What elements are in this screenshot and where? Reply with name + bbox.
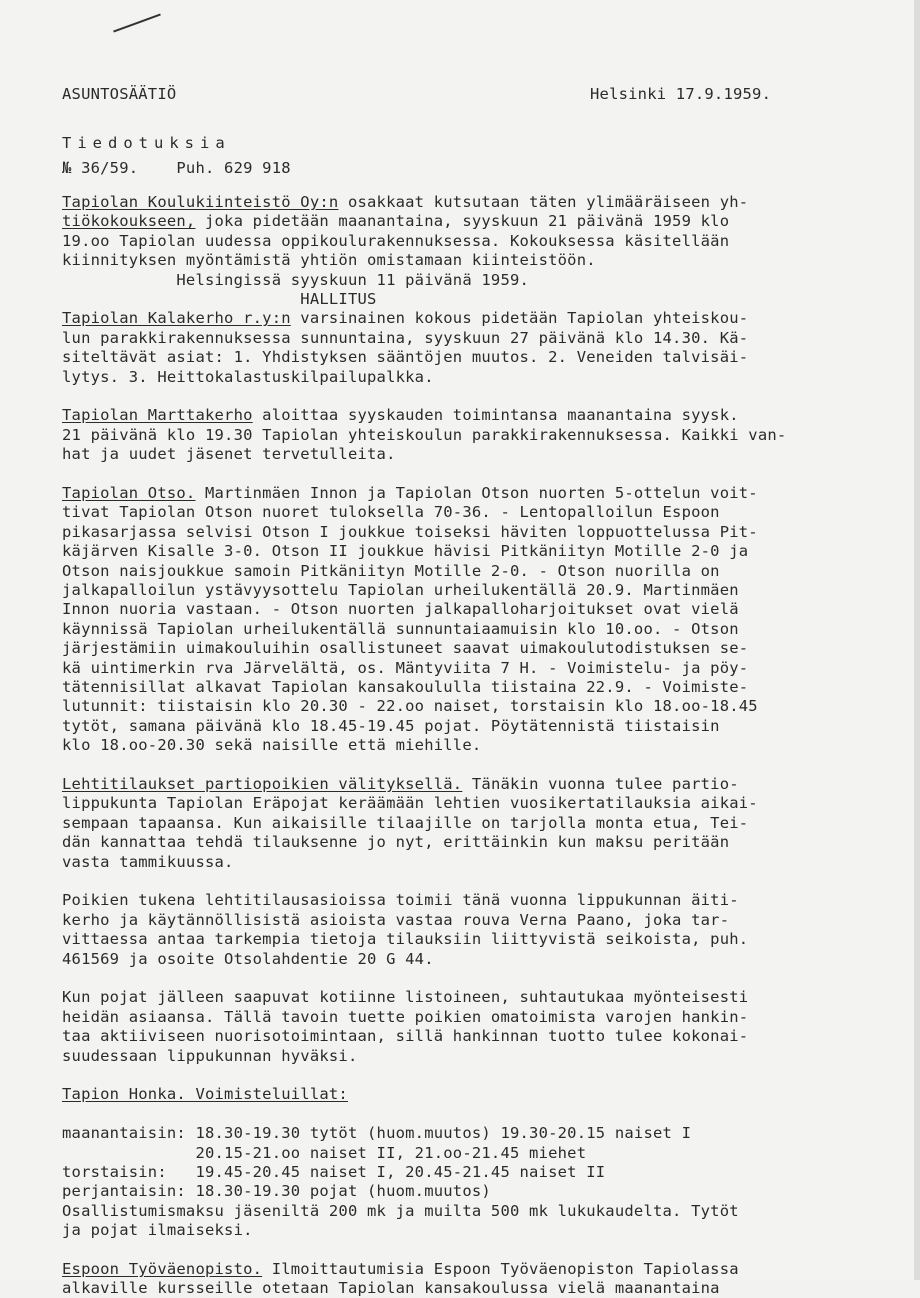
org-name: ASUNTOSÄÄTIÖ [62,85,177,103]
text-line [62,775,739,794]
underlined-heading: Tapiolan Kalakerho r.y:n [62,309,291,328]
text-line [62,620,739,639]
underlined-heading: Lehtitilaukset partiopoikien välityksellä. [62,775,463,793]
line-text: suudessaan lippukunnan hyväksi. [62,1046,358,1065]
line-text: varsinainen kokous pidetään Tapiolan yhteiskou- [290,309,749,328]
line-text: lippukunta Tapiolan Eräpojat keräämään lehtien vuosikertatilauksia aikai- [62,794,758,813]
line-text: 21 päivänä klo 19.30 Tapiolan yhteiskoulun parakkirakennuksessa. Kaikki van- [62,425,787,444]
text-line [62,1260,739,1279]
text-line [62,523,758,542]
text-line [62,251,596,270]
underlined-heading: Espoon Työväenopisto. [62,1260,263,1278]
text-line [62,697,758,716]
line-text: käjärven Kisalle 3-0. Otson II joukkue hävisi Pitkäniityn Motille 2-0 ja [62,542,749,561]
paper-edge [914,0,920,1280]
text-line [62,1163,605,1182]
line-text: jalkapalloilun ystävyysottelu Tapiolan urheilukentällä 20.9. Martinmäen [62,581,739,599]
line-text: pikasarjassa selvisi Otson I joukkue toiseksi häviten loppuottelussa Pit- [62,522,758,541]
line-text: hat ja uudet jäsenet tervetulleita. [62,445,396,464]
line-text: kerho ja käytännöllisistä asioista vastaa rouva Verna Paano, joka tar- [62,910,730,929]
line-text: 20.15-21.oo naiset II, 21.oo-21.45 miehet [62,1143,587,1162]
text-line [62,1182,491,1201]
line-text: kiinnityksen myöntämistä yhtiön omistamaan kiinteistöön. [62,251,596,270]
line-text: käynnissä Tapiolan urheilukentällä sunnuntaiaamuisin klo 10.oo. - Otson [62,619,739,638]
underlined-heading: Tapiolan Koulukiinteistö Oy:n [62,193,339,211]
line-text: Poikien tukena lehtitilausasioissa toimii tänä vuonna lippukunnan äiti- [62,891,739,910]
line-text: joka pidetään maanantaina, syyskuun 21 päivänä 1959 klo [195,212,730,231]
line-text: Ilmoittautumisia Espoon Työväenopiston Tapiolassa [262,1260,739,1278]
text-line [62,833,729,852]
line-text: järjestämiin uimakouluihin osallistuneet saavat uimakoulutodistuksen se- [62,639,749,658]
line-text: perjantaisin: 18.30-19.30 pojat (huom.muutos) [62,1182,491,1201]
text-line [62,329,748,348]
pen-mark [113,14,161,33]
text-line [62,1008,748,1027]
underlined-heading: Tapiolan Marttakerho [62,406,253,425]
text-line [62,794,758,813]
text-line [62,581,739,600]
text-line [62,193,748,212]
text-line [62,1202,739,1221]
line-text: vittaessa antaa tarkempia tietoja tilauksiin liittyvistä seikoista, puh. [62,930,749,949]
line-text: Helsingissä syyskuun 11 päivänä 1959. [62,270,530,289]
line-text: ja pojat ilmaiseksi. [62,1221,253,1240]
line-text: alkaville kursseille otetaan Tapiolan kansakoulussa vielä maanantaina [62,1279,720,1298]
text-line [62,814,748,833]
line-text: lytys. 3. Heittokalastuskilpailupalkka. [62,367,434,386]
line-text: dän kannattaa tehdä tilauksenne jo nyt, erittäinkin kun maksu peritään [62,833,730,852]
line-text: sempaan tapaansa. Kun aikaisille tilaajille on tarjolla monta etua, Tei- [62,813,749,832]
line-text: Innon nuoria vastaan. - Otson nuorten jalkapalloharjoitukset ovat vielä [62,600,739,619]
line-text: taa aktiiviseen nuorisotoimintaan, sillä hankinnan tuotto tulee kokonai- [62,1027,749,1046]
text-line [62,950,434,969]
text-line [62,1221,253,1240]
underlined-heading: Tapion Honka. Voimisteluillat: [62,1085,348,1104]
line-text: 461569 ja osoite Otsolahdentie 20 G 44. [62,949,434,968]
line-text: 19.oo Tapiolan uudessa oppikoulurakennuksessa. Kokouksessa käsitellään [62,231,730,250]
text-line [62,717,720,736]
line-text: klo 18.oo-20.30 sekä naisille että miehille. [62,736,482,755]
text-line [62,290,377,309]
text-line [62,1124,691,1143]
text-line [62,271,529,290]
text-line [62,368,434,387]
line-text: Tänäkin vuonna tulee partio- [462,775,739,793]
text-line [62,484,758,503]
text-line [62,1144,586,1163]
text-line [62,348,748,367]
text-line [62,406,739,425]
text-line [62,736,481,755]
underlined-heading: Tapiolan Otso. [62,484,196,502]
text-line [62,503,720,522]
line-text: aloittaa syyskauden toimintansa maanantaina syysk. [252,406,739,425]
text-line [62,445,396,464]
place-date: Helsinki 17.9.1959. [590,85,772,103]
text-line [62,891,739,910]
line-text: heidän asiaansa. Tällä tavoin tuette poikien omatoimista varojen hankin- [62,1007,749,1026]
text-line [62,212,729,231]
text-line [62,309,748,328]
line-text: tivat Tapiolan Otson nuoret tuloksella 70-36. - Lentopalloilun Espoon [62,503,720,522]
text-line [62,1047,358,1066]
line-text: Kun pojat jälleen saapuvat kotiinne listoineen, suhtautukaa myönteisesti [62,988,749,1007]
text-line [62,562,720,581]
text-line [62,639,748,658]
text-line [62,600,739,619]
line-text: maanantaisin: 18.30-19.30 tytöt (huom.muutos) 19.30-20.15 naiset I [62,1124,692,1143]
line-text: vasta tammikuussa. [62,852,234,871]
number-phone: № 36/59. Puh. 629 918 [62,159,291,177]
text-line [62,1027,748,1046]
line-text: Martinmäen Innon ja Tapiolan Otson nuorten 5-ottelun voit- [195,484,758,502]
underlined-heading: tiökokoukseen, [62,212,196,231]
line-text: tytöt, samana päivänä klo 18.45-19.45 pojat. Pöytätennistä tiistaisin [62,716,720,735]
line-text: osakkaat kutsutaan täten ylimääräiseen yh- [338,193,749,211]
text-line [62,678,748,697]
line-text: Osallistumismaksu jäseniltä 200 mk ja muilta 500 mk lukukaudelta. Tytöt [62,1201,739,1220]
line-text: tätennisillat alkavat Tapiolan kansakoululla tiistaina 22.9. - Voimiste- [62,678,749,696]
text-line [62,426,786,445]
text-line [62,542,748,561]
line-text: siteltävät asiat: 1. Yhdistyksen sääntöjen muutos. 2. Veneiden talvisäi- [62,348,749,367]
text-line [62,911,729,930]
text-line [62,659,748,678]
text-line [62,232,729,251]
line-text: HALLITUS [62,290,377,308]
heading: Tiedotuksia [62,134,231,152]
line-text: lun parakkirakennuksessa sunnuntaina, syyskuun 27 päivänä klo 14.30. Kä- [62,328,749,347]
text-line [62,853,234,872]
line-text: lutunnit: tiistaisin klo 20.30 - 22.oo naiset, torstaisin klo 18.oo-18.45 [62,697,758,716]
text-line [62,1085,348,1104]
text-line [62,930,748,949]
text-line [62,1279,720,1298]
line-text: kä uintimerkin rva Järvelältä, os. Mäntyviita 7 H. - Voimistelu- ja pöy- [62,658,749,677]
text-line [62,988,748,1007]
line-text: torstaisin: 19.45-20.45 naiset I, 20.45-21.45 naiset II [62,1163,606,1181]
line-text: Otson naisjoukkue samoin Pitkäniityn Motille 2-0. - Otson nuorilla on [62,561,720,580]
